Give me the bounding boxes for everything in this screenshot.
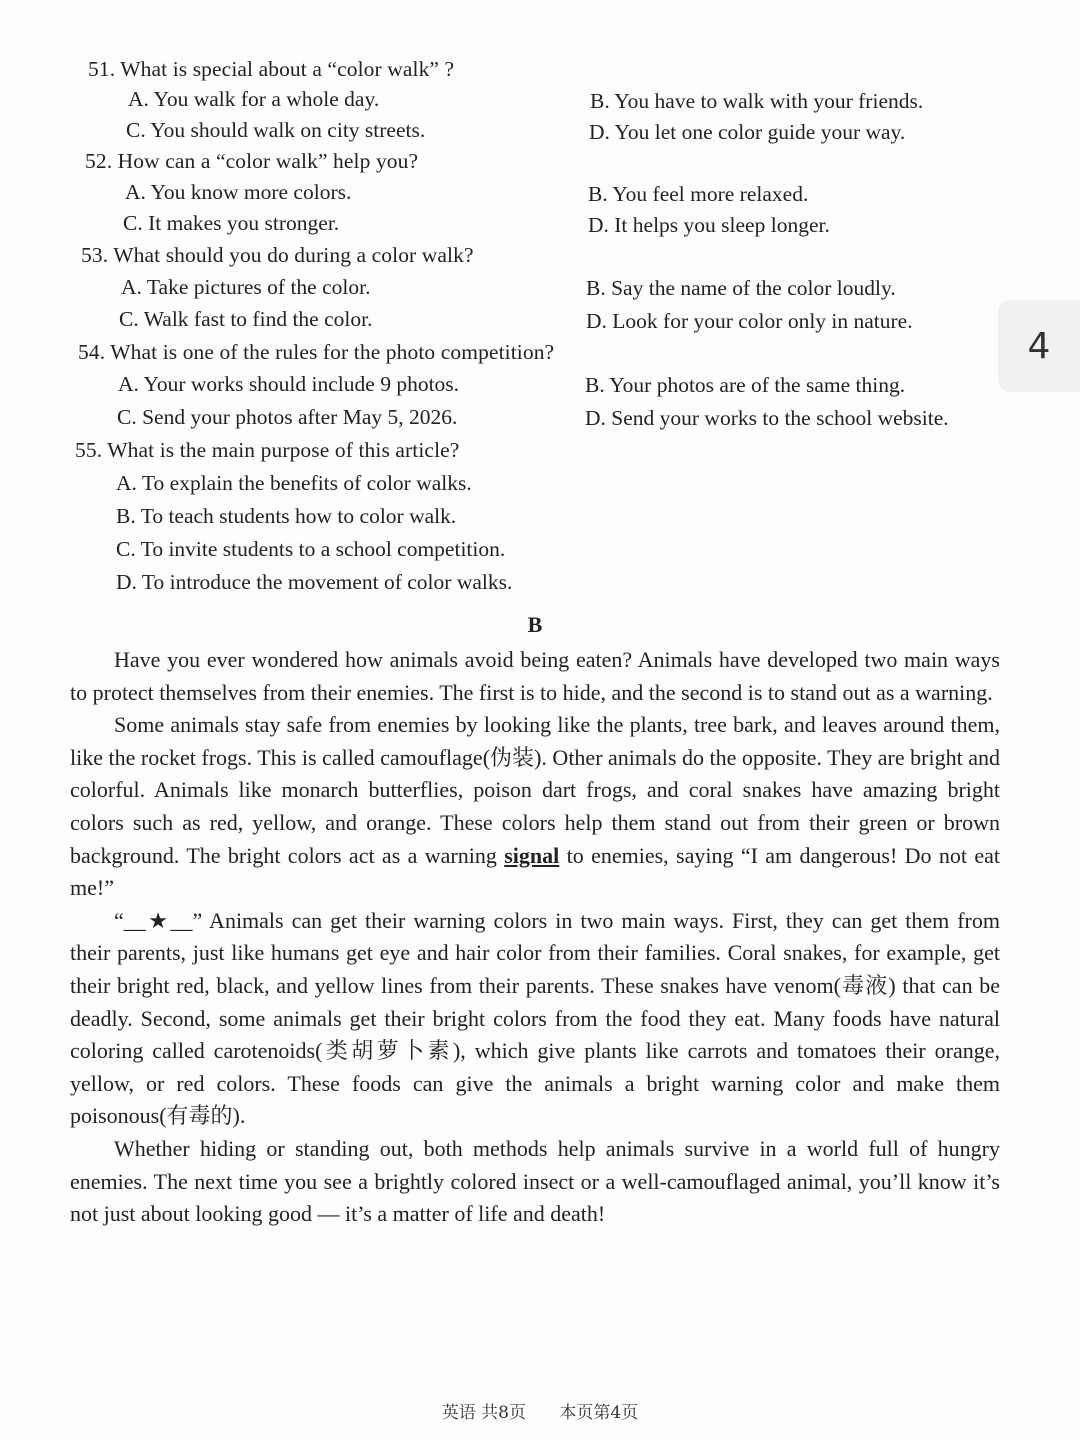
question-52-stem: 52. How can a “color walk” help you?	[85, 149, 419, 173]
question-51-option-c: C. You should walk on city streets.	[126, 118, 426, 142]
article-paragraph-3	[70, 905, 1000, 1133]
article-paragraph-4: Whether hiding or standing out, both methods help animals survive in a world full of hungry enemies. The next time you see a brightly colored insect or a well-camouflaged animal, you’ll know it’s not just about looking good — it’s a matter of life and death!	[70, 1135, 1000, 1227]
question-54-option-c: C. Send your photos after May 5, 2026.	[117, 405, 458, 429]
section-heading: B	[527, 612, 543, 637]
question-52-option-b: B. You feel more relaxed.	[588, 182, 809, 206]
question-54-option-d: D. Send your works to the school website.	[585, 406, 949, 430]
question-52-option-a: A. You know more colors.	[125, 180, 352, 204]
page-number-tab[interactable]	[998, 300, 1080, 392]
question-53-option-c: C. Walk fast to find the color.	[119, 307, 373, 331]
underlined-word-signal: signal	[504, 842, 560, 868]
question-55-option-b: B. To teach students how to color walk.	[116, 504, 457, 528]
question-55-option-d: D. To introduce the movement of color walks.	[116, 570, 513, 594]
question-52-option-c: C. It makes you stronger.	[123, 211, 340, 235]
question-53-option-b: B. Say the name of the color loudly.	[586, 276, 896, 300]
page-footer	[0, 1398, 1080, 1423]
star-blank: “__★__”	[114, 907, 203, 933]
footer-subject: 英语 共8页	[441, 1403, 526, 1423]
article-paragraph-1: Have you ever wondered how animals avoid being eaten? Animals have developed two main ways to protect themselves from their enemies. The first is to hide, and the second is to stand out as a warning.	[70, 647, 1000, 705]
question-53-option-d: D. Look for your color only in nature.	[586, 309, 913, 333]
article-paragraph-2	[70, 709, 1000, 905]
question-55-option-c: C. To invite students to a school competition.	[116, 537, 506, 561]
question-53-stem: 53. What should you do during a color walk?	[81, 243, 474, 267]
article-paragraph-3-rest: Animals can get their warning colors in two main ways. First, they can get them from their parents, just like humans get eye and hair color from their families. Coral snakes, for example, get their bright red, black, and yellow lines from their parents. These snakes have venom(毒液) that can be deadly. Second, some animals get their bright colors from the food they eat. Many foods have natural coloring called carotenoids(类胡萝卜素), which give plants like carrots and tomatoes their orange, yellow, or red colors. These foods can give the animals a bright warning color and make them poisonous(有毒的).	[70, 907, 1000, 1129]
question-53-option-a: A. Take pictures of the color.	[121, 275, 371, 299]
article-paragraph-2-after: to enemies, saying “I am dangerous! Do not eat me!”	[70, 842, 1001, 901]
question-55-option-a: A. To explain the benefits of color walks.	[116, 471, 472, 495]
article-paragraph-2-before: Some animals stay safe from enemies by looking like the plants, tree bark, and leaves around them, like the rocket frogs. This is called camouflage(伪装). Other animals do the opposite. They are bright and colorful. Animals like monarch butterflies, poison dart frogs, and coral snakes have amazing bright colors such as red, yellow, and orange. These colors help them stand out from their green or brown background. The bright colors act as a warning	[70, 712, 1000, 868]
question-54-option-a: A. Your works should include 9 photos.	[118, 372, 460, 396]
question-54-stem: 54. What is one of the rules for the photo competition?	[78, 340, 555, 364]
page-number-tab-label: 4	[1027, 325, 1051, 367]
reading-article	[70, 644, 1000, 1231]
question-51-stem: 51. What is special about a “color walk” ?	[88, 57, 455, 81]
question-52-option-d: D. It helps you sleep longer.	[588, 213, 830, 237]
question-51-option-d: D. You let one color guide your way.	[589, 120, 906, 144]
footer-page: 本页第4页	[559, 1403, 639, 1423]
question-55-stem: 55. What is the main purpose of this article?	[75, 438, 460, 462]
question-54-option-b: B. Your photos are of the same thing.	[585, 373, 906, 397]
question-51-option-a: A. You walk for a whole day.	[128, 87, 380, 111]
question-51-option-b: B. You have to walk with your friends.	[590, 89, 924, 113]
